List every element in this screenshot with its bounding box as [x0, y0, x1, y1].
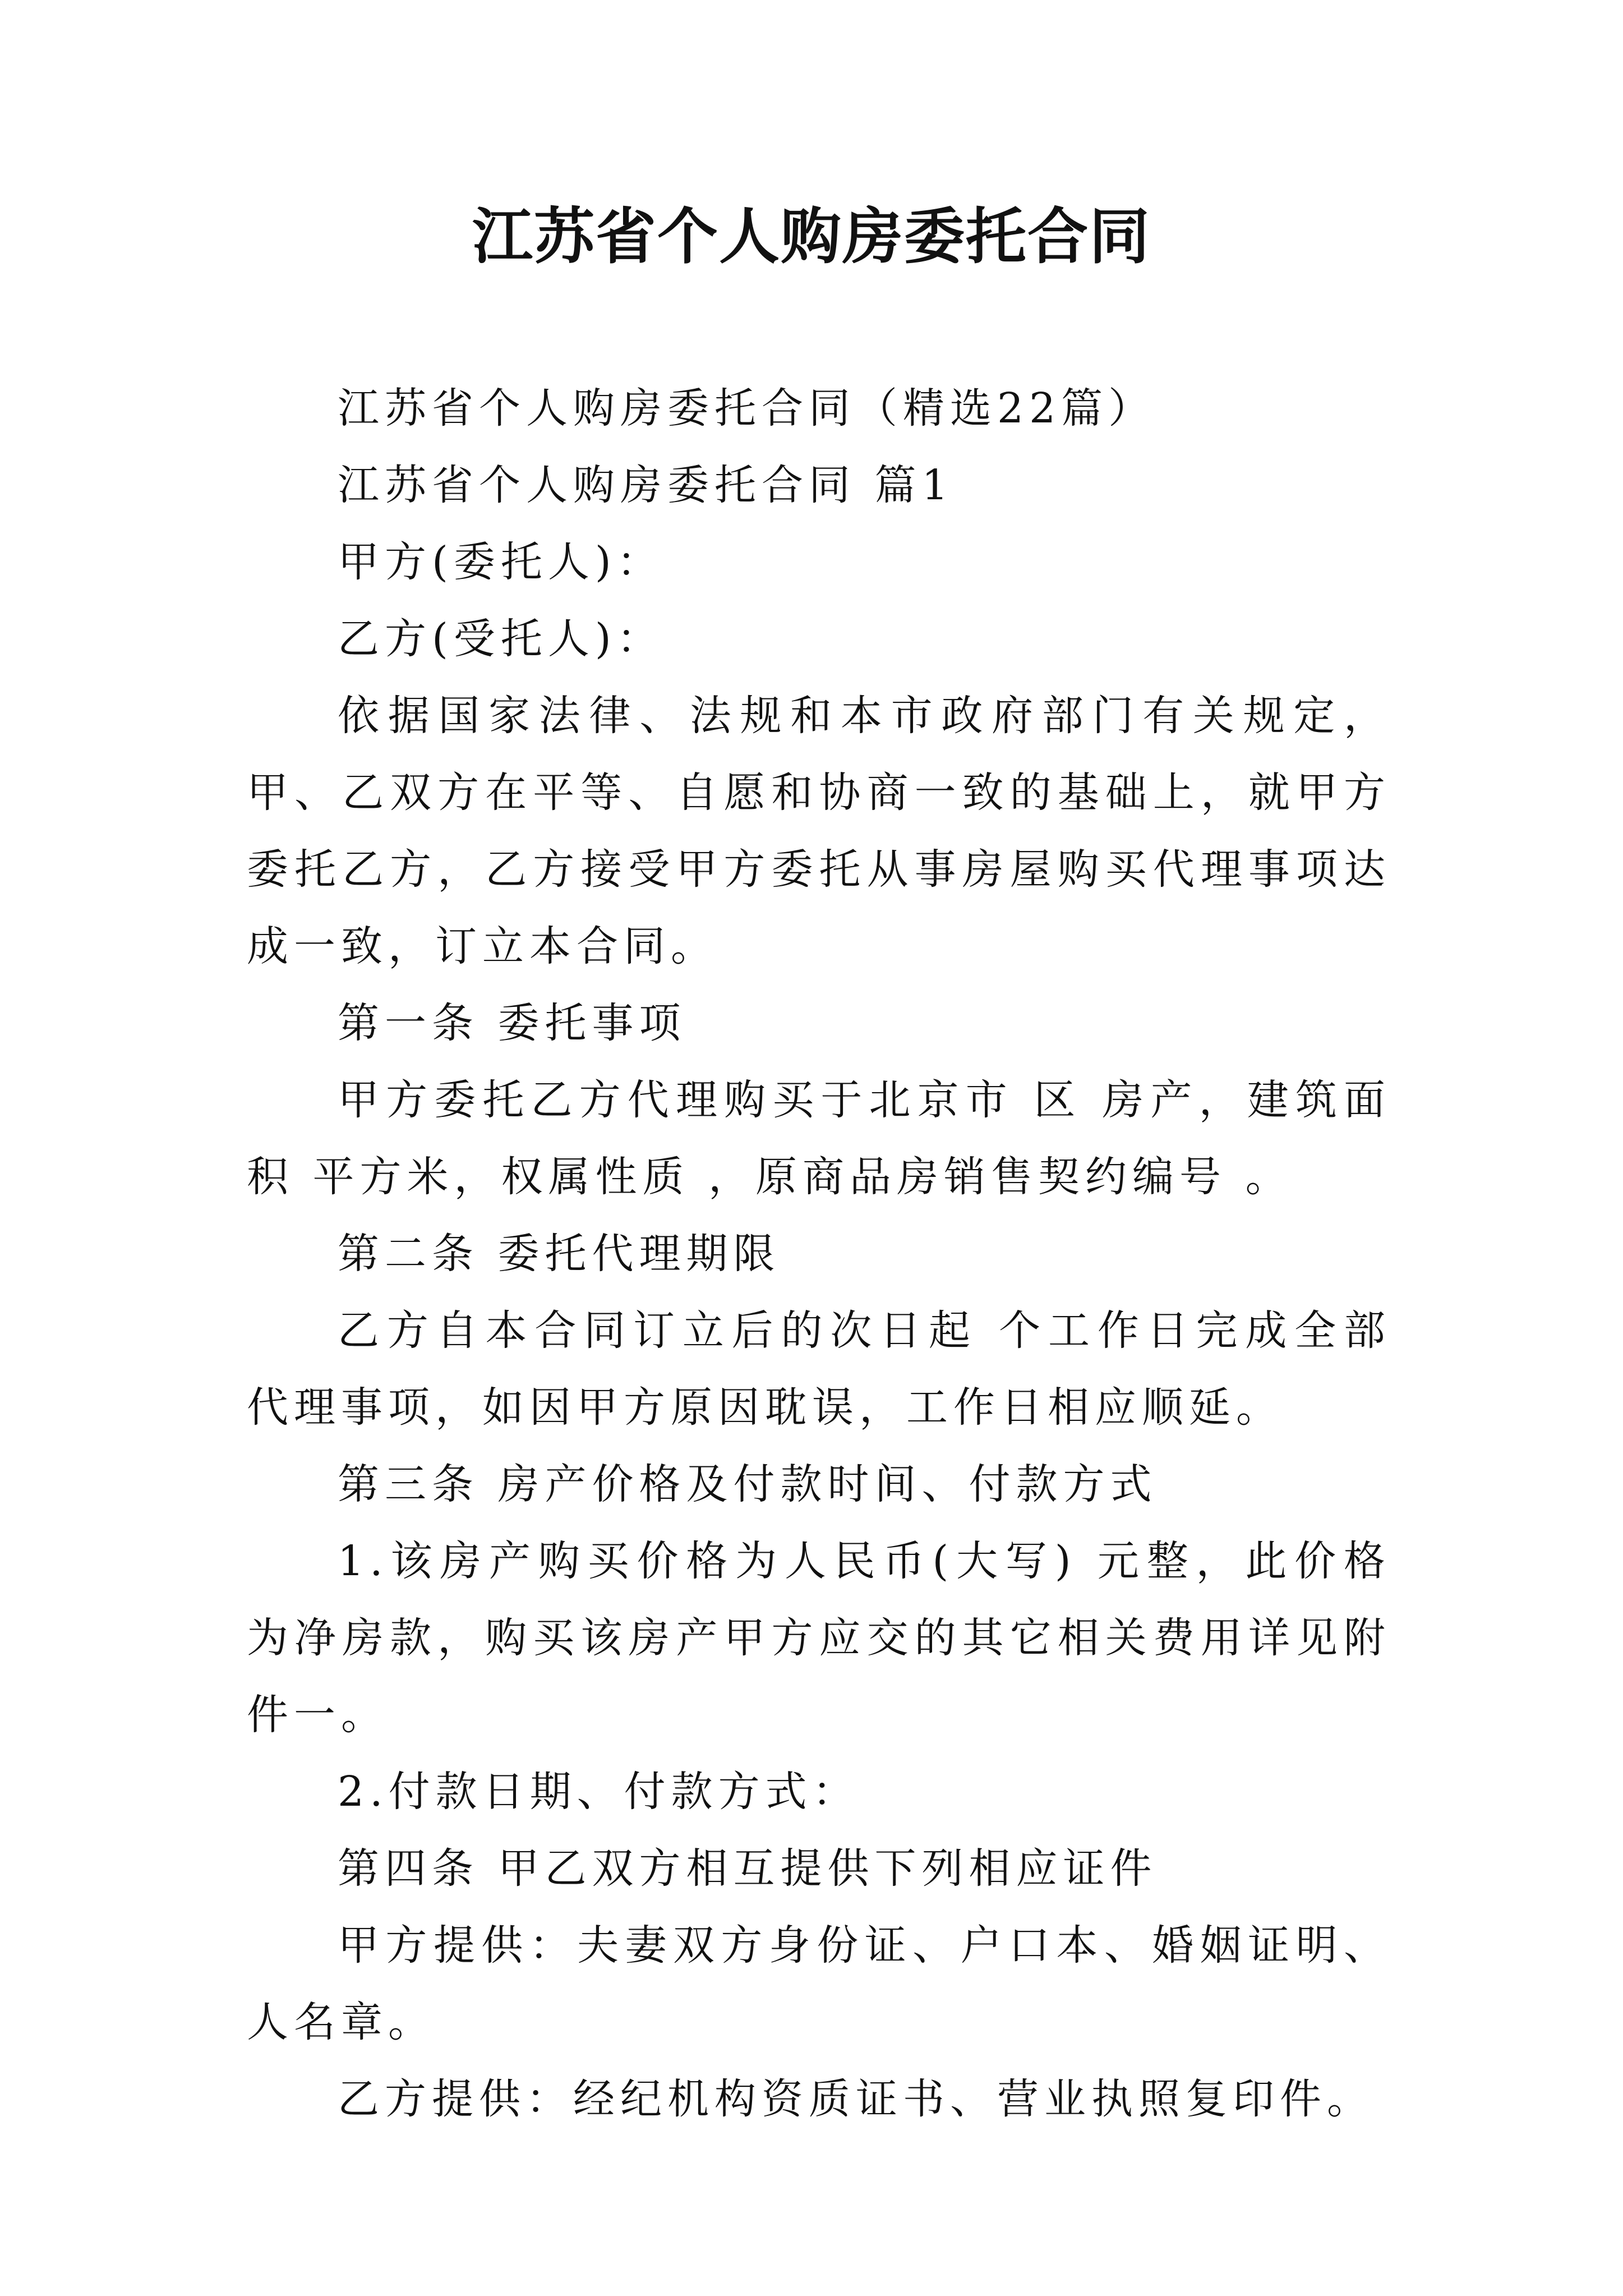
article-4-party-a-docs: 甲方提供：夫妻双方身份证、户口本、婚姻证明、人名章。 [247, 1921, 1391, 2046]
paragraph-party-a: 甲方(委托人)： [338, 538, 664, 586]
article-3-heading: 第三条 房产价格及付款时间、付款方式 [338, 1460, 1158, 1508]
article-3-item-2: 2.付款日期、付款方式： [338, 1768, 860, 1816]
document-title: 江苏省个人购房委托合同 [472, 201, 1151, 272]
article-2-text: 乙方自本合同订立后的次日起 个工作日完成全部代理事项，如因甲方原因耽误，工作日相应顺延。 [247, 1306, 1391, 1432]
document-body [247, 370, 1391, 2138]
paragraph-party-b: 乙方(受托人)： [338, 615, 664, 663]
article-1-heading: 第一条 委托事项 [338, 999, 686, 1047]
paragraph-preamble: 依据国家法律、法规和本市政府部门有关规定，甲、乙双方在平等、自愿和协商一致的基础上，就甲方委托乙方，乙方接受甲方委托从事房屋购买代理事项达成一致，订立本合同。 [247, 692, 1391, 970]
article-2-heading: 第二条 委托代理期限 [338, 1230, 781, 1278]
paragraph-collection-title: 江苏省个人购房委托合同（精选22篇） [338, 384, 1156, 432]
article-3-item-1: 1.该房产购买价格为人民币(大写) 元整，此价格为净房款，购买该房产甲方应交的其它相关费用详见附件一。 [247, 1537, 1391, 1739]
article-1-text: 甲方委托乙方代理购买于北京市 区 房产，建筑面积 平方米，权属性质 ，原商品房销售契约编号 。 [247, 1076, 1391, 1201]
article-4-heading: 第四条 甲乙双方相互提供下列相应证件 [338, 1844, 1158, 1893]
paragraph-section-heading: 江苏省个人购房委托合同 篇1 [338, 461, 954, 509]
article-4-party-b-docs: 乙方提供：经纪机构资质证书、营业执照复印件。 [338, 2075, 1374, 2123]
